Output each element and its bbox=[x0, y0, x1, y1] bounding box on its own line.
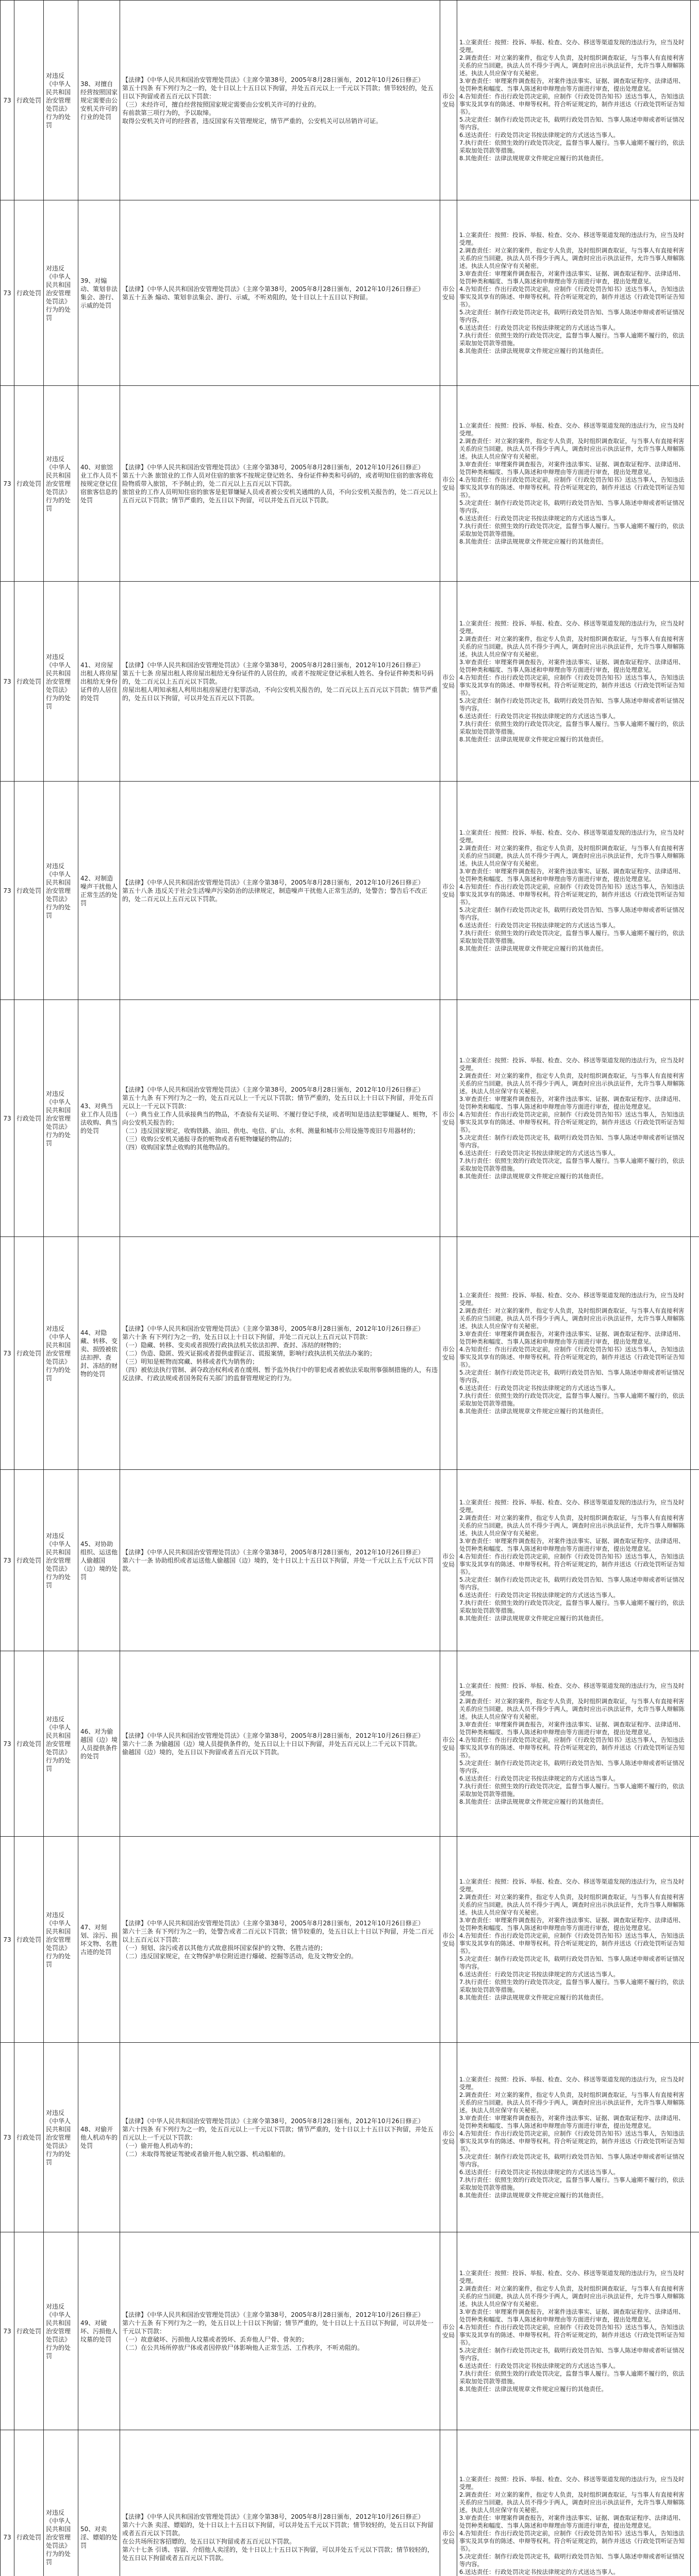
sub-item-text: 44、对隐藏、转移、变卖、损毁被依法扣押、查封、冻结的财物的处罚 bbox=[80, 1329, 118, 1378]
power-type-cell bbox=[14, 582, 44, 782]
item-number-cell bbox=[1, 1470, 14, 1651]
item-number-cell bbox=[1, 200, 14, 386]
item-number-cell bbox=[1, 1651, 14, 1837]
legal-basis-cell bbox=[120, 200, 440, 386]
power-name-cell bbox=[44, 200, 78, 386]
remarks-cell bbox=[691, 1000, 699, 1237]
responsibility-cell bbox=[457, 1000, 691, 1237]
power-type-cell bbox=[14, 1000, 44, 1237]
power-name-text: 对违反《中华人民共和国治安管理处罚法》行为的处罚 bbox=[46, 1325, 71, 1382]
item-number-text: 73 bbox=[3, 1349, 11, 1357]
implementing-body-cell bbox=[440, 1237, 457, 1470]
implementing-body-cell bbox=[440, 386, 457, 582]
legal-basis-cell bbox=[120, 1651, 440, 1837]
power-name-cell bbox=[44, 1000, 78, 1237]
power-type-text: 行政处罚 bbox=[16, 887, 42, 894]
table-body bbox=[1, 1, 699, 2576]
table-row bbox=[1, 386, 699, 582]
power-type-text: 行政处罚 bbox=[16, 480, 42, 487]
implementing-body-cell bbox=[440, 2430, 457, 2576]
power-type-text: 行政处罚 bbox=[16, 677, 42, 685]
power-name-cell bbox=[44, 1837, 78, 2043]
implementing-body-cell bbox=[440, 1837, 457, 2043]
responsibility-cell bbox=[457, 2232, 691, 2430]
legal-basis-cell bbox=[120, 782, 440, 1000]
power-type-cell bbox=[14, 1237, 44, 1470]
power-type-text: 行政处罚 bbox=[16, 1740, 42, 1748]
power-name-cell bbox=[44, 1, 78, 200]
sub-item-text: 38、对擅自经营按照国家规定需要由公安机关许可的行业的处罚 bbox=[80, 80, 118, 121]
power-name-cell bbox=[44, 582, 78, 782]
power-type-text: 行政处罚 bbox=[16, 96, 42, 104]
sub-item-cell bbox=[78, 1237, 120, 1470]
power-name-cell bbox=[44, 2430, 78, 2576]
sub-item-cell bbox=[78, 2043, 120, 2232]
table-row bbox=[1, 782, 699, 1000]
responsibility-cell bbox=[457, 2430, 691, 2576]
remarks-cell bbox=[691, 1, 699, 200]
implementing-body-text: 市公安局 bbox=[442, 883, 455, 899]
legal-basis-cell bbox=[120, 582, 440, 782]
remarks-cell bbox=[691, 2430, 699, 2576]
legal-basis-text: 【法律】《中华人民共和国治安管理处罚法》（主席令第38号，2005年8月28日颁布，2012年10月26日修正） 第六十条 有下列行为之一的，处五日以上十日以下拘留，并处二百元以上五百元以下罚款： （一）隐藏、转移、变卖或者损毁行政执法机关依法扣押、查封、冻结的财物的； （二）伪造、隐匿、毁灭证据或者提供虚假证言、谎报案情，影响行政执法机关依法办案的； （三）明知是赃物而窝藏、转移或者代为销售的； （四）被依法执行管制、剥夺政治权利或者在缓刑、暂予监外执行中的罪犯或者被依法采取刑事强制措施的人，有违反法律、行政法规或者国务院有关部门的监督管理规定的行为。 bbox=[122, 1325, 438, 1382]
sub-item-cell bbox=[78, 1651, 120, 1837]
table-row bbox=[1, 582, 699, 782]
implementing-body-cell bbox=[440, 200, 457, 386]
item-number-cell bbox=[1, 2232, 14, 2430]
responsibility-cell bbox=[457, 1651, 691, 1837]
remarks-cell bbox=[691, 782, 699, 1000]
implementing-body-cell bbox=[440, 2232, 457, 2430]
remarks-cell bbox=[691, 1237, 699, 1470]
implementing-body-cell bbox=[440, 1470, 457, 1651]
power-name-cell bbox=[44, 2232, 78, 2430]
responsibility-text: 1.立案责任：按照：投诉、举报、检查、交办、移送等渠道发现的违法行为，应当及时受理。 2.调查责任：对立案的案件，指定专人负责，及时组织调查取证，与当事人有直接利害关系的应当回避。执法人员不得少于两人，调查时应出示执法证件，允许当事人辩解陈述。执法人员应保守有关秘密。 3.审查责任：审理案件调查报告，对案件违法事实、证据、调查取证程序、法律适用、处罚种类和幅度、当事人陈述和申辩理由等方面进行审查，提出处理意见。 4.告知责任：作出行政处罚决定前，应制作《行政处罚告知书》送达当事人，告知违法事实及其享有的陈述、申辩等权利。符合听证规定的，制作并送达《行政处罚听证告知书》。 5.决定责任：制作行政处罚决定书，载明行政处罚告知、当事人陈述申辩或者听证情况等内容。 6.送达责任：行政处罚决定书按法律规定的方式送达当事人。 bbox=[459, 2475, 685, 2575]
responsibility-text: 1.立案责任：按照：投诉、举报、检查、交办、移送等渠道发现的违法行为，应当及时受理。 2.调查责任：对立案的案件，指定专人负责，及时组织调查取证，与当事人有直接利害关系的应当回避。执法人员不得少于两人，调查时应出示执法证件，允许当事人辩解陈述。执法人员应保守有关秘密。 3.审查责任：审理案件调查报告，对案件违法事实、证据、调查取证程序、法律适用、处罚种类和幅度、当事人陈述和申辩理由等方面进行审查，提出处理意见。 4.告知责任：作出行政处罚决定前，应制作《行政处罚告知书》送达当事人，告知违法事实及其享有的陈述、申辩等权利。符合听证规定的，制作并送达《行政处罚听证告知书》。 5.决定责任：制作行政处罚决定书，载明行政处罚告知、当事人陈述申辩或者听证情况等内容。 6.送达责任：行政处罚决定书按法律规定的方式送达当事人。 7.执行责任：依照生效的行政处罚决定，监督当事人履行。当事人逾期不履行的，依法采取加处罚款等措施。 8.其他责任：法律法规规章文件规定应履行的其他责任。 bbox=[459, 1498, 685, 1622]
item-number-text: 73 bbox=[3, 2133, 11, 2141]
item-number-text: 73 bbox=[3, 1556, 11, 1564]
legal-basis-text: 【法律】《中华人民共和国治安管理处罚法》（主席令第38号，2005年8月28日颁布，2012年10月26日修正） 第五十六条 旅馆业的工作人员对住宿的旅客不按规定登记姓名、身份证件种类和号码的，或者明知住宿的旅客将危险物质带入旅馆，不予制止的，处二百元以上五百元以下罚款。 旅馆业的工作人员明知住宿的旅客是犯罪嫌疑人员或者被公安机关通缉的人员，不向公安机关报告的，处二百元以上五百元以下罚款；情节严重的，处五日以下拘留，可以并处五百元以下罚款。 bbox=[122, 463, 438, 504]
responsibility-cell bbox=[457, 200, 691, 386]
item-number-cell bbox=[1, 782, 14, 1000]
table-row bbox=[1, 1651, 699, 1837]
power-type-text: 行政处罚 bbox=[16, 1936, 42, 1943]
legal-basis-cell bbox=[120, 2232, 440, 2430]
responsibility-text: 1.立案责任：按照：投诉、举报、检查、交办、移送等渠道发现的违法行为，应当及时受理。 2.调查责任：对立案的案件，指定专人负责，及时组织调查取证，与当事人有直接利害关系的应当回避。执法人员不得少于两人，调查时应出示执法证件，允许当事人辩解陈述。执法人员应保守有关秘密。 3.审查责任：审理案件调查报告，对案件违法事实、证据、调查取证程序、法律适用、处罚种类和幅度、当事人陈述和申辩理由等方面进行审查，提出处理意见。 4.告知责任：作出行政处罚决定前，应制作《行政处罚告知书》送达当事人，告知违法事实及其享有的陈述、申辩等权利。符合听证规定的，制作并送达《行政处罚听证告知书》。 5.决定责任：制作行政处罚决定书，载明行政处罚告知、当事人陈述申辩或者听证情况等内容。 6.送达责任：行政处罚决定书按法律规定的方式送达当事人。 7.执行责任：依照生效的行政处罚决定，监督当事人履行。当事人逾期不履行的，依法采取加处罚款等措施。 8.其他责任：法律法规规章文件规定应履行的其他责任。 bbox=[459, 1291, 685, 1415]
table-row bbox=[1, 1, 699, 200]
legal-basis-cell bbox=[120, 1470, 440, 1651]
legal-basis-text: 【法律】《中华人民共和国治安管理处罚法》（主席令第38号，2005年8月28日颁布，2012年10月26日修正） 第六十六条 卖淫、嫖娼的，处十日以上十五日以下拘留，可以并处五千元以下罚款；情节较轻的，处五日以下拘留或者五百元以下罚款。 在公共场所拉客招嫖的，处五日以下拘留或者五百元以下罚款。 第六十七条 引诱、容留、介绍他人卖淫的，处十日以上十五日以下拘留，可以并处五千元以下罚款；情节较轻的，处五日以下拘留或者五百元以下罚款。 bbox=[122, 2513, 434, 2562]
power-name-text: 对违反《中华人民共和国治安管理处罚法》行为的处罚 bbox=[46, 1715, 71, 1772]
sub-item-cell bbox=[78, 2232, 120, 2430]
sub-item-text: 50、对卖淫、嫖娼的处罚 bbox=[80, 2525, 118, 2549]
item-number-cell bbox=[1, 1000, 14, 1237]
responsibility-text: 1.立案责任：按照：投诉、举报、检查、交办、移送等渠道发现的违法行为，应当及时受理。 2.调查责任：对立案的案件，指定专人负责，及时组织调查取证，与当事人有直接利害关系的应当回避。执法人员不得少于两人，调查时应出示执法证件，允许当事人辩解陈述。执法人员应保守有关秘密。 3.审查责任：审理案件调查报告，对案件违法事实、证据、调查取证程序、法律适用、处罚种类和幅度、当事人陈述和申辩理由等方面进行审查，提出处理意见。 4.告知责任：作出行政处罚决定前，应制作《行政处罚告知书》送达当事人，告知违法事实及其享有的陈述、申辩等权利。符合听证规定的，制作并送达《行政处罚听证告知书》。 5.决定责任：制作行政处罚决定书，载明行政处罚告知、当事人陈述申辩或者听证情况等内容。 6.送达责任：行政处罚决定书按法律规定的方式送达当事人。 7.执行责任：依照生效的行政处罚决定，监督当事人履行。当事人逾期不履行的，依法采取加处罚款等措施。 8.其他责任：法律法规规章文件规定应履行的其他责任。 bbox=[459, 2269, 685, 2393]
legal-basis-text: 【法律】《中华人民共和国治安管理处罚法》（主席令第38号，2005年8月28日颁布，2012年10月26日修正） 第六十四条 有下列行为之一的，处五百元以上一千元以下罚款；情节严重的，处十日以上十五日以下拘留，并处五百元以上一千元以下罚款： （一）偷开他人机动车的； （二）未取得驾驶证驾驶或者偷开他人航空器、机动船舶的。 bbox=[122, 2117, 434, 2158]
responsibility-cell bbox=[457, 2043, 691, 2232]
table-row bbox=[1, 2043, 699, 2232]
implementing-body-text: 市公安局 bbox=[442, 1736, 455, 1752]
item-number-text: 73 bbox=[3, 1740, 11, 1748]
legal-basis-text: 【法律】《中华人民共和国治安管理处罚法》（主席令第38号，2005年8月28日颁布，2012年10月26日修正） 第六十二条 为偷越国（边）境人员提供条件的，处五日以上十日以下拘留，并处五百元以上二千元以下罚款。 偷越国（边）境的，处五日以下拘留或者五百元以下罚款。 bbox=[122, 1732, 424, 1756]
legal-basis-cell bbox=[120, 386, 440, 582]
sub-item-text: 43、对典当业工作人员违法收购、典当的处罚 bbox=[80, 1102, 118, 1134]
sub-item-text: 48、对偷开他人机动车的处罚 bbox=[80, 2125, 118, 2149]
power-type-cell bbox=[14, 200, 44, 386]
responsibility-text: 1.立案责任：按照：投诉、举报、检查、交办、移送等渠道发现的违法行为，应当及时受理。 2.调查责任：对立案的案件，指定专人负责，及时组织调查取证，与当事人有直接利害关系的应当回避。执法人员不得少于两人，调查时应出示执法证件，允许当事人辩解陈述。执法人员应保守有关秘密。 3.审查责任：审理案件调查报告，对案件违法事实、证据、调查取证程序、法律适用、处罚种类和幅度、当事人陈述和申辩理由等方面进行审查，提出处理意见。 4.告知责任：作出行政处罚决定前，应制作《行政处罚告知书》送达当事人，告知违法事实及其享有的陈述、申辩等权利。符合听证规定的，制作并送达《行政处罚听证告知书》。 5.决定责任：制作行政处罚决定书，载明行政处罚告知、当事人陈述申辩或者听证情况等内容。 6.送达责任：行政处罚决定书按法律规定的方式送达当事人。 7.执行责任：依照生效的行政处罚决定，监督当事人履行。当事人逾期不履行的，依法采取加处罚款等措施。 8.其他责任：法律法规规章文件规定应履行的其他责任。 bbox=[459, 421, 685, 545]
item-number-cell bbox=[1, 2043, 14, 2232]
power-name-text: 对违反《中华人民共和国治安管理处罚法》行为的处罚 bbox=[46, 2302, 71, 2360]
item-number-cell bbox=[1, 1237, 14, 1470]
remarks-cell bbox=[691, 2232, 699, 2430]
responsibility-text: 1.立案责任：按照：投诉、举报、检查、交办、移送等渠道发现的违法行为，应当及时受理。 2.调查责任：对立案的案件，指定专人负责，及时组织调查取证，与当事人有直接利害关系的应当回避。执法人员不得少于两人，调查时应出示执法证件，允许当事人辩解陈述。执法人员应保守有关秘密。 3.审查责任：审理案件调查报告，对案件违法事实、证据、调查取证程序、法律适用、处罚种类和幅度、当事人陈述和申辩理由等方面进行审查，提出处理意见。 4.告知责任：作出行政处罚决定前，应制作《行政处罚告知书》送达当事人，告知违法事实及其享有的陈述、申辩等权利。符合听证规定的，制作并送达《行政处罚听证告知书》。 5.决定责任：制作行政处罚决定书，载明行政处罚告知、当事人陈述申辩或者听证情况等内容。 6.送达责任：行政处罚决定书按法律规定的方式送达当事人。 7.执行责任：依照生效的行政处罚决定，监督当事人履行。当事人逾期不履行的，依法采取加处罚款等措施。 8.其他责任：法律法规规章文件规定应履行的其他责任。 bbox=[459, 1682, 685, 1805]
legal-basis-text: 【法律】《中华人民共和国治安管理处罚法》（主席令第38号，2005年8月28日颁布，2012年10月26日修正） 第五十九条 有下列行为之一的，处五百元以上一千元以下罚款；情节严重的，处五日以上十日以下拘留，并处五百元以上一千元以下罚款： （一）典当业工作人员承接典当的物品，不查验有关证明、不履行登记手续，或者明知是违法犯罪嫌疑人、赃物，不向公安机关报告的； （二）违反国家规定，收购铁路、油田、供电、电信、矿山、水利、测量和城市公用设施等废旧专用器材的； （三）收购公安机关通报寻查的赃物或者有赃物嫌疑的物品的； （四）收购国家禁止收购的其他物品的。 bbox=[122, 1086, 438, 1151]
implementing-body-text: 市公安局 bbox=[442, 673, 455, 689]
implementing-body-text: 市公安局 bbox=[442, 1552, 455, 1568]
table-row bbox=[1, 200, 699, 386]
table-row bbox=[1, 2430, 699, 2576]
responsibility-cell bbox=[457, 1837, 691, 2043]
power-name-text: 对违反《中华人民共和国治安管理处罚法》行为的处罚 bbox=[46, 455, 71, 512]
sub-item-cell bbox=[78, 386, 120, 582]
responsibility-text: 1.立案责任：按照：投诉、举报、检查、交办、移送等渠道发现的违法行为，应当及时受理。 2.调查责任：对立案的案件，指定专人负责，及时组织调查取证，与当事人有直接利害关系的应当回避。执法人员不得少于两人，调查时应出示执法证件，允许当事人辩解陈述。执法人员应保守有关秘密。 3.审查责任：审理案件调查报告，对案件违法事实、证据、调查取证程序、法律适用、处罚种类和幅度、当事人陈述和申辩理由等方面进行审查，提出处理意见。 4.告知责任：作出行政处罚决定前，应制作《行政处罚告知书》送达当事人，告知违法事实及其享有的陈述、申辩等权利。符合听证规定的，制作并送达《行政处罚听证告知书》。 5.决定责任：制作行政处罚决定书，载明行政处罚告知、当事人陈述申辩或者听证情况等内容。 6.送达责任：行政处罚决定书按法律规定的方式送达当事人。 7.执行责任：依照生效的行政处罚决定，监督当事人履行。当事人逾期不履行的，依法采取加处罚款等措施。 8.其他责任：法律法规规章文件规定应履行的其他责任。 bbox=[459, 828, 685, 952]
implementing-body-cell bbox=[440, 1000, 457, 1237]
power-name-text: 对违反《中华人民共和国治安管理处罚法》行为的处罚 bbox=[46, 2109, 71, 2166]
responsibility-text: 1.立案责任：按照：投诉、举报、检查、交办、移送等渠道发现的违法行为，应当及时受理。 2.调查责任：对立案的案件，指定专人负责，及时组织调查取证，与当事人有直接利害关系的应当回避。执法人员不得少于两人，调查时应出示执法证件，允许当事人辩解陈述。执法人员应保守有关秘密。 3.审查责任：审理案件调查报告，对案件违法事实、证据、调查取证程序、法律适用、处罚种类和幅度、当事人陈述和申辩理由等方面进行审查，提出处理意见。 4.告知责任：作出行政处罚决定前，应制作《行政处罚告知书》送达当事人，告知违法事实及其享有的陈述、申辩等权利。符合听证规定的，制作并送达《行政处罚听证告知书》。 5.决定责任：制作行政处罚决定书，载明行政处罚告知、当事人陈述申辩或者听证情况等内容。 6.送达责任：行政处罚决定书按法律规定的方式送达当事人。 7.执行责任：依照生效的行政处罚决定，监督当事人履行。当事人逾期不履行的，依法采取加处罚款等措施。 8.其他责任：法律法规规章文件规定应履行的其他责任。 bbox=[459, 1056, 685, 1180]
power-name-cell bbox=[44, 1470, 78, 1651]
implementing-body-text: 市公安局 bbox=[442, 1931, 455, 1947]
sub-item-text: 41、对房屋出租人将房屋出租给无身份证件的人居住的处罚 bbox=[80, 661, 118, 702]
item-number-cell bbox=[1, 1837, 14, 2043]
sub-item-text: 42、对制造噪声干扰他人正常生活的处罚 bbox=[80, 874, 118, 907]
power-name-text: 对违反《中华人民共和国治安管理处罚法》行为的处罚 bbox=[46, 862, 71, 919]
legal-basis-text: 【法律】《中华人民共和国治安管理处罚法》（主席令第38号，2005年8月28日颁布，2012年10月26日修正） 第五十五条 煽动、策划非法集会、游行、示威，不听劝阻的，处十日以上十五日以下拘留。 bbox=[122, 285, 424, 301]
sub-item-cell bbox=[78, 782, 120, 1000]
power-type-cell bbox=[14, 782, 44, 1000]
responsibility-text: 1.立案责任：按照：投诉、举报、检查、交办、移送等渠道发现的违法行为，应当及时受理。 2.调查责任：对立案的案件，指定专人负责，及时组织调查取证，与当事人有直接利害关系的应当回避。执法人员不得少于两人，调查时应出示执法证件，允许当事人辩解陈述。执法人员应保守有关秘密。 3.审查责任：审理案件调查报告，对案件违法事实、证据、调查取证程序、法律适用、处罚种类和幅度、当事人陈述和申辩理由等方面进行审查，提出处理意见。 4.告知责任：作出行政处罚决定前，应制作《行政处罚告知书》送达当事人，告知违法事实及其享有的陈述、申辩等权利。符合听证规定的，制作并送达《行政处罚听证告知书》。 5.决定责任：制作行政处罚决定书，载明行政处罚告知、当事人陈述申辩或者听证情况等内容。 6.送达责任：行政处罚决定书按法律规定的方式送达当事人。 7.执行责任：依照生效的行政处罚决定，监督当事人履行。当事人逾期不履行的，依法采取加处罚款等措施。 8.其他责任：法律法规规章文件规定应履行的其他责任。 bbox=[459, 1877, 685, 2001]
responsibility-cell bbox=[457, 782, 691, 1000]
power-type-cell bbox=[14, 1470, 44, 1651]
implementing-body-text: 市公安局 bbox=[442, 2129, 455, 2145]
sub-item-cell bbox=[78, 1, 120, 200]
legal-basis-text: 【法律】《中华人民共和国治安管理处罚法》（主席令第38号，2005年8月28日颁布，2012年10月26日修正） 第六十三条 有下列行为之一的，处警告或者二百元以下罚款；情节较重的，处五日以上十日以下拘留，并处二百元以上五百元以下罚款： （一）刻划、涂污或者以其他方式故意损坏国家保护的文物、名胜古迹的； （二）违反国家规定，在文物保护单位附近进行爆破、挖掘等活动，危及文物安全的。 bbox=[122, 1919, 434, 1960]
item-number-text: 73 bbox=[3, 2533, 11, 2541]
item-number-text: 73 bbox=[3, 289, 11, 297]
sub-item-cell bbox=[78, 2430, 120, 2576]
implementing-body-text: 市公安局 bbox=[442, 92, 455, 108]
sub-item-cell bbox=[78, 1837, 120, 2043]
sub-item-cell bbox=[78, 1470, 120, 1651]
legal-basis-cell bbox=[120, 1237, 440, 1470]
sub-item-cell bbox=[78, 200, 120, 386]
table-row bbox=[1, 2232, 699, 2430]
implementing-body-cell bbox=[440, 1, 457, 200]
legal-basis-text: 【法律】《中华人民共和国治安管理处罚法》（主席令第38号，2005年8月28日颁布，2012年10月26日修正） 第五十四条 有下列行为之一的，处十日以上十五日以下拘留，并处五百元以上一千元以下罚款；情节较轻的，处五日以下拘留或者五百元以下罚款： （三）未经许可，擅自经营按照国家规定需要由公安机关许可的行业的。 有前款第三项行为的，予以取缔。 取得公安机关许可的经营者，违反国家有关管理规定，情节严重的，公安机关可以吊销许可证。 bbox=[122, 76, 434, 125]
remarks-cell bbox=[691, 1837, 699, 2043]
implementing-body-text: 市公安局 bbox=[442, 285, 455, 301]
responsibility-text: 1.立案责任：按照：投诉、举报、检查、交办、移送等渠道发现的违法行为，应当及时受理。 2.调查责任：对立案的案件，指定专人负责，及时组织调查取证，与当事人有直接利害关系的应当回避。执法人员不得少于两人，调查时应出示执法证件，允许当事人辩解陈述。执法人员应保守有关秘密。 3.审查责任：审理案件调查报告，对案件违法事实、证据、调查取证程序、法律适用、处罚种类和幅度、当事人陈述和申辩理由等方面进行审查，提出处理意见。 4.告知责任：作出行政处罚决定前，应制作《行政处罚告知书》送达当事人，告知违法事实及其享有的陈述、申辩等权利。符合听证规定的，制作并送达《行政处罚听证告知书》。 5.决定责任：制作行政处罚决定书，载明行政处罚告知、当事人陈述申辩或者听证情况等内容。 6.送达责任：行政处罚决定书按法律规定的方式送达当事人。 7.执行责任：依照生效的行政处罚决定，监督当事人履行。当事人逾期不履行的，依法采取加处罚款等措施。 8.其他责任：法律法规规章文件规定应履行的其他责任。 bbox=[459, 231, 685, 354]
sub-item-text: 45、对协助组织、运送他人偷越国（边）境的处罚 bbox=[80, 1540, 118, 1581]
item-number-cell bbox=[1, 1, 14, 200]
implementing-body-cell bbox=[440, 582, 457, 782]
implementing-body-text: 市公安局 bbox=[442, 1110, 455, 1126]
implementing-body-text: 市公安局 bbox=[442, 2529, 455, 2545]
legal-basis-cell bbox=[120, 2043, 440, 2232]
legal-basis-cell bbox=[120, 1, 440, 200]
power-type-text: 行政处罚 bbox=[16, 2133, 42, 2141]
power-name-text: 对违反《中华人民共和国治安管理处罚法》行为的处罚 bbox=[46, 72, 71, 129]
remarks-cell bbox=[691, 1470, 699, 1651]
item-number-text: 73 bbox=[3, 96, 11, 104]
responsibility-text: 1.立案责任：按照：投诉、举报、检查、交办、移送等渠道发现的违法行为，应当及时受理。 2.调查责任：对立案的案件，指定专人负责，及时组织调查取证，与当事人有直接利害关系的应当回避。执法人员不得少于两人，调查时应出示执法证件，允许当事人辩解陈述。执法人员应保守有关秘密。 3.审查责任：审理案件调查报告，对案件违法事实、证据、调查取证程序、法律适用、处罚种类和幅度、当事人陈述和申辩理由等方面进行审查，提出处理意见。 4.告知责任：作出行政处罚决定前，应制作《行政处罚告知书》送达当事人，告知违法事实及其享有的陈述、申辩等权利。符合听证规定的，制作并送达《行政处罚听证告知书》。 5.决定责任：制作行政处罚决定书，载明行政处罚告知、当事人陈述申辩或者听证情况等内容。 6.送达责任：行政处罚决定书按法律规定的方式送达当事人。 7.执行责任：依照生效的行政处罚决定，监督当事人履行。当事人逾期不履行的，依法采取加处罚款等措施。 8.其他责任：法律法规规章文件规定应履行的其他责任。 bbox=[459, 619, 685, 743]
remarks-cell bbox=[691, 2043, 699, 2232]
legal-basis-text: 【法律】《中华人民共和国治安管理处罚法》（主席令第38号，2005年8月28日颁布，2012年10月26日修正） 第五十七条 房屋出租人将房屋出租给无身份证件的人居住的，或者不按规定登记承租人姓名、身份证件种类和号码的，处二百元以上五百元以下罚款。 房屋出租人明知承租人利用出租房屋进行犯罪活动，不向公安机关报告的，处二百元以上五百元以下罚款；情节严重的，处五日以下拘留，可以并处五百元以下罚款。 bbox=[122, 661, 438, 702]
power-name-cell bbox=[44, 782, 78, 1000]
responsibility-cell bbox=[457, 582, 691, 782]
item-number-text: 73 bbox=[3, 480, 11, 487]
power-name-cell bbox=[44, 1651, 78, 1837]
legal-basis-cell bbox=[120, 2430, 440, 2576]
power-type-cell bbox=[14, 2043, 44, 2232]
item-number-cell bbox=[1, 386, 14, 582]
responsibility-text: 1.立案责任：按照：投诉、举报、检查、交办、移送等渠道发现的违法行为，应当及时受理。 2.调查责任：对立案的案件，指定专人负责，及时组织调查取证，与当事人有直接利害关系的应当回避。执法人员不得少于两人，调查时应出示执法证件，允许当事人辩解陈述。执法人员应保守有关秘密。 3.审查责任：审理案件调查报告，对案件违法事实、证据、调查取证程序、法律适用、处罚种类和幅度、当事人陈述和申辩理由等方面进行审查，提出处理意见。 4.告知责任：作出行政处罚决定前，应制作《行政处罚告知书》送达当事人，告知违法事实及其享有的陈述、申辩等权利。符合听证规定的，制作并送达《行政处罚听证告知书》。 5.决定责任：制作行政处罚决定书，载明行政处罚告知、当事人陈述申辩或者听证情况等内容。 6.送达责任：行政处罚决定书按法律规定的方式送达当事人。 7.执行责任：依照生效的行政处罚决定，监督当事人履行。当事人逾期不履行的，依法采取加处罚款等措施。 8.其他责任：法律法规规章文件规定应履行的其他责任。 bbox=[459, 2075, 685, 2199]
power-type-cell bbox=[14, 2232, 44, 2430]
legal-basis-text: 【法律】《中华人民共和国治安管理处罚法》（主席令第38号，2005年8月28日颁布，2012年10月26日修正） 第六十一条 协助组织或者运送他人偷越国（边）境的，处十日以上十五日以下拘留，并处一千元以上五千元以下罚款。 bbox=[122, 1548, 434, 1572]
legal-basis-cell bbox=[120, 1000, 440, 1237]
responsibility-text: 1.立案责任：按照：投诉、举报、检查、交办、移送等渠道发现的违法行为，应当及时受理。 2.调查责任：对立案的案件，指定专人负责，及时组织调查取证，与当事人有直接利害关系的应当回避。执法人员不得少于两人，调查时应出示执法证件，允许当事人辩解陈述。执法人员应保守有关秘密。 3.审查责任：审理案件调查报告，对案件违法事实、证据、调查取证程序、法律适用、处罚种类和幅度、当事人陈述和申辩理由等方面进行审查，提出处理意见。 4.告知责任：作出行政处罚决定前，应制作《行政处罚告知书》送达当事人，告知违法事实及其享有的陈述、申辩等权利。符合听证规定的，制作并送达《行政处罚听证告知书》。 5.决定责任：制作行政处罚决定书，载明行政处罚告知、当事人陈述申辩或者听证情况等内容。 6.送达责任：行政处罚决定书按法律规定的方式送达当事人。 7.执行责任：依照生效的行政处罚决定，监督当事人履行。当事人逾期不履行的，依法采取加处罚款等措施。 8.其他责任：法律法规规章文件规定应履行的其他责任。 bbox=[459, 38, 685, 162]
remarks-cell bbox=[691, 1651, 699, 1837]
responsibility-cell bbox=[457, 1470, 691, 1651]
table-row bbox=[1, 1470, 699, 1651]
power-name-cell bbox=[44, 386, 78, 582]
legal-basis-text: 【法律】《中华人民共和国治安管理处罚法》（主席令第38号，2005年8月28日颁布，2012年10月26日修正） 第六十五条 有下列行为之一的，处五日以上十日以下拘留；情节严重的，处十日以上十五日以下拘留，可以并处一千元以下罚款： （一）故意破坏、污损他人坟墓或者毁坏、丢弃他人尸骨、骨灰的； （二）在公共场所停放尸体或者因停放尸体影响他人正常生活、工作秩序，不听劝阻的。 bbox=[122, 2311, 434, 2351]
power-type-text: 行政处罚 bbox=[16, 289, 42, 297]
power-name-cell bbox=[44, 1237, 78, 1470]
item-number-text: 73 bbox=[3, 2327, 11, 2335]
power-name-text: 对违反《中华人民共和国治安管理处罚法》行为的处罚 bbox=[46, 1532, 71, 1589]
table-row bbox=[1, 1237, 699, 1470]
power-type-text: 行政处罚 bbox=[16, 1114, 42, 1122]
table-row bbox=[1, 1837, 699, 2043]
power-name-text: 对违反《中华人民共和国治安管理处罚法》行为的处罚 bbox=[46, 264, 71, 321]
responsibility-cell bbox=[457, 1, 691, 200]
responsibility-cell bbox=[457, 386, 691, 582]
implementing-body-text: 市公安局 bbox=[442, 2323, 455, 2339]
power-type-cell bbox=[14, 386, 44, 582]
responsibility-cell bbox=[457, 1237, 691, 1470]
implementing-body-cell bbox=[440, 782, 457, 1000]
power-name-cell bbox=[44, 2043, 78, 2232]
implementing-body-text: 市公安局 bbox=[442, 1345, 455, 1361]
sub-item-text: 46、对为偷越国（边）境人员提供条件的处罚 bbox=[80, 1727, 118, 1760]
power-type-cell bbox=[14, 2430, 44, 2576]
power-type-cell bbox=[14, 1837, 44, 2043]
sub-item-cell bbox=[78, 1000, 120, 1237]
remarks-cell bbox=[691, 582, 699, 782]
legal-basis-cell bbox=[120, 1837, 440, 2043]
power-type-text: 行政处罚 bbox=[16, 1556, 42, 1564]
item-number-text: 73 bbox=[3, 1114, 11, 1122]
item-number-text: 73 bbox=[3, 677, 11, 685]
remarks-cell bbox=[691, 200, 699, 386]
implementing-body-cell bbox=[440, 2043, 457, 2232]
power-type-cell bbox=[14, 1651, 44, 1837]
power-type-text: 行政处罚 bbox=[16, 2327, 42, 2335]
power-name-text: 对违反《中华人民共和国治安管理处罚法》行为的处罚 bbox=[46, 1911, 71, 1968]
sub-item-text: 47、对刻划、涂污、损坏文物、名胜古迹的处罚 bbox=[80, 1923, 118, 1956]
sub-item-text: 39、对煽动、策划非法集会、游行、示威的处罚 bbox=[80, 277, 118, 309]
power-name-text: 对违反《中华人民共和国治安管理处罚法》行为的处罚 bbox=[46, 2509, 71, 2566]
sub-item-text: 49、对破坏、污损他人坟墓的处罚 bbox=[80, 2319, 118, 2343]
item-number-cell bbox=[1, 582, 14, 782]
remarks-cell bbox=[691, 386, 699, 582]
power-name-text: 对违反《中华人民共和国治安管理处罚法》行为的处罚 bbox=[46, 653, 71, 710]
item-number-cell bbox=[1, 2430, 14, 2576]
implementing-body-cell bbox=[440, 1651, 457, 1837]
implementing-body-text: 市公安局 bbox=[442, 476, 455, 492]
power-type-text: 行政处罚 bbox=[16, 2533, 42, 2541]
power-type-text: 行政处罚 bbox=[16, 1349, 42, 1357]
power-name-text: 对违反《中华人民共和国治安管理处罚法》行为的处罚 bbox=[46, 1090, 71, 1147]
sub-item-cell bbox=[78, 582, 120, 782]
legal-basis-text: 【法律】《中华人民共和国治安管理处罚法》（主席令第38号，2005年8月28日颁布，2012年10月26日修正） 第五十八条 违反关于社会生活噪声污染防治的法律规定，制造噪声干扰他人正常生活的，处警告；警告后不改正的，处二百元以上五百元以下罚款。 bbox=[122, 878, 427, 903]
item-number-text: 73 bbox=[3, 887, 11, 894]
power-type-cell bbox=[14, 1, 44, 200]
table-row bbox=[1, 1000, 699, 1237]
item-number-text: 73 bbox=[3, 1936, 11, 1943]
sub-item-text: 40、对旅馆业工作人员不按规定登记住宿旅客信息的处罚 bbox=[80, 463, 118, 504]
